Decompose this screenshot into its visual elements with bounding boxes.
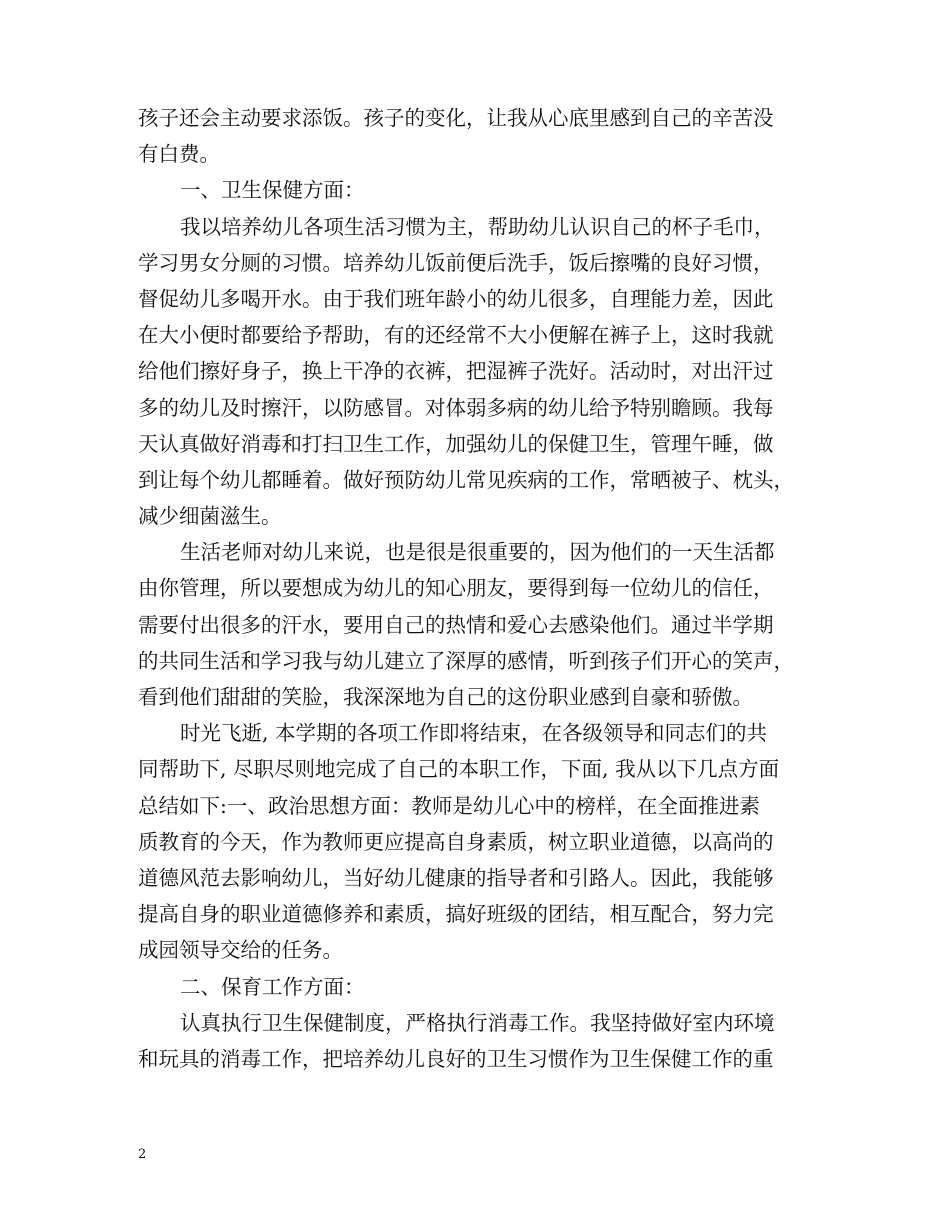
text-line: 由你管理，所以要想成为幼儿的知心朋友，要得到每一位幼儿的信任， — [138, 576, 774, 601]
text-line: 道德风范去影响幼儿，当好幼儿健康的指导者和引路人。因此，我能够 — [138, 865, 774, 890]
text-line: 给他们擦好身子，换上干净的衣裤，把湿裤子洗好。活动时，对出汗过 — [138, 359, 774, 384]
text-line: 总结如下:一、政治思想方面：教师是幼儿心中的榜样，在全面推进素 — [138, 793, 760, 818]
text-line: 成园领导交给的任务。 — [138, 938, 343, 963]
text-line: 有白费。 — [138, 142, 220, 167]
text-line: 和玩具的消毒工作，把培养幼儿良好的卫生习惯作为卫生保健工作的重 — [138, 1046, 774, 1071]
text-line: 提高自身的职业道德修养和素质，搞好班级的团结，相互配合，努力完 — [138, 902, 774, 927]
text-line: 我以培养幼儿各项生活习惯为主，帮助幼儿认识自己的杯子毛巾， — [180, 214, 775, 239]
text-line: 的共同生活和学习我与幼儿建立了深厚的感情，听到孩子们开心的笑声， — [138, 648, 794, 673]
text-line: 需要付出很多的汗水，要用自己的热情和爱心去感染他们。通过半学期 — [138, 612, 774, 637]
text-line: 到让每个幼儿都睡着。做好预防幼儿常见疾病的工作，常晒被子、枕头， — [138, 467, 794, 492]
text-line: 生活老师对幼儿来说，也是很是很重要的，因为他们的一天生活都 — [180, 540, 775, 565]
text-line: 学习男女分厕的习惯。培养幼儿饭前便后洗手，饭后擦嘴的良好习惯， — [138, 250, 774, 275]
page-number: 2 — [138, 1147, 147, 1162]
text-line: 天认真做好消毒和打扫卫生工作，加强幼儿的保健卫生，管理午睡，做 — [138, 431, 774, 456]
text-line: 同帮助下, 尽职尽则地完成了自己的本职工作，下面, 我从以下几点方面 — [138, 757, 780, 782]
text-line: 减少细菌滋生。 — [138, 504, 282, 529]
text-line: 在大小便时都要给予帮助，有的还经常不大小便解在裤子上，这时我就 — [138, 323, 774, 348]
text-line: 二、保育工作方面： — [180, 974, 365, 999]
text-line: 看到他们甜甜的笑脸，我深深地为自己的这份职业感到自豪和骄傲。 — [138, 685, 753, 709]
text-line: 多的幼儿及时擦汗，以防感冒。对体弱多病的幼儿给予特别瞻顾。我每 — [138, 395, 774, 420]
text-line: 质教育的今天，作为教师更应提高自身素质，树立职业道德，以高尚的 — [138, 829, 774, 854]
text-line: 督促幼儿多喝开水。由于我们班年龄小的幼儿很多，自理能力差，因此 — [138, 286, 774, 311]
text-line: 孩子还会主动要求添饭。孩子的变化，让我从心底里感到自己的辛苦没 — [138, 106, 774, 130]
text-line: 时光飞逝, 本学期的各项工作即将结束，在各级领导和同志们的共 — [180, 721, 768, 746]
body-text — [138, 100, 818, 1077]
text-line: 认真执行卫生保健制度，严格执行消毒工作。我坚持做好室内环境 — [180, 1010, 775, 1035]
text-line: 一、卫生保健方面： — [180, 178, 365, 203]
